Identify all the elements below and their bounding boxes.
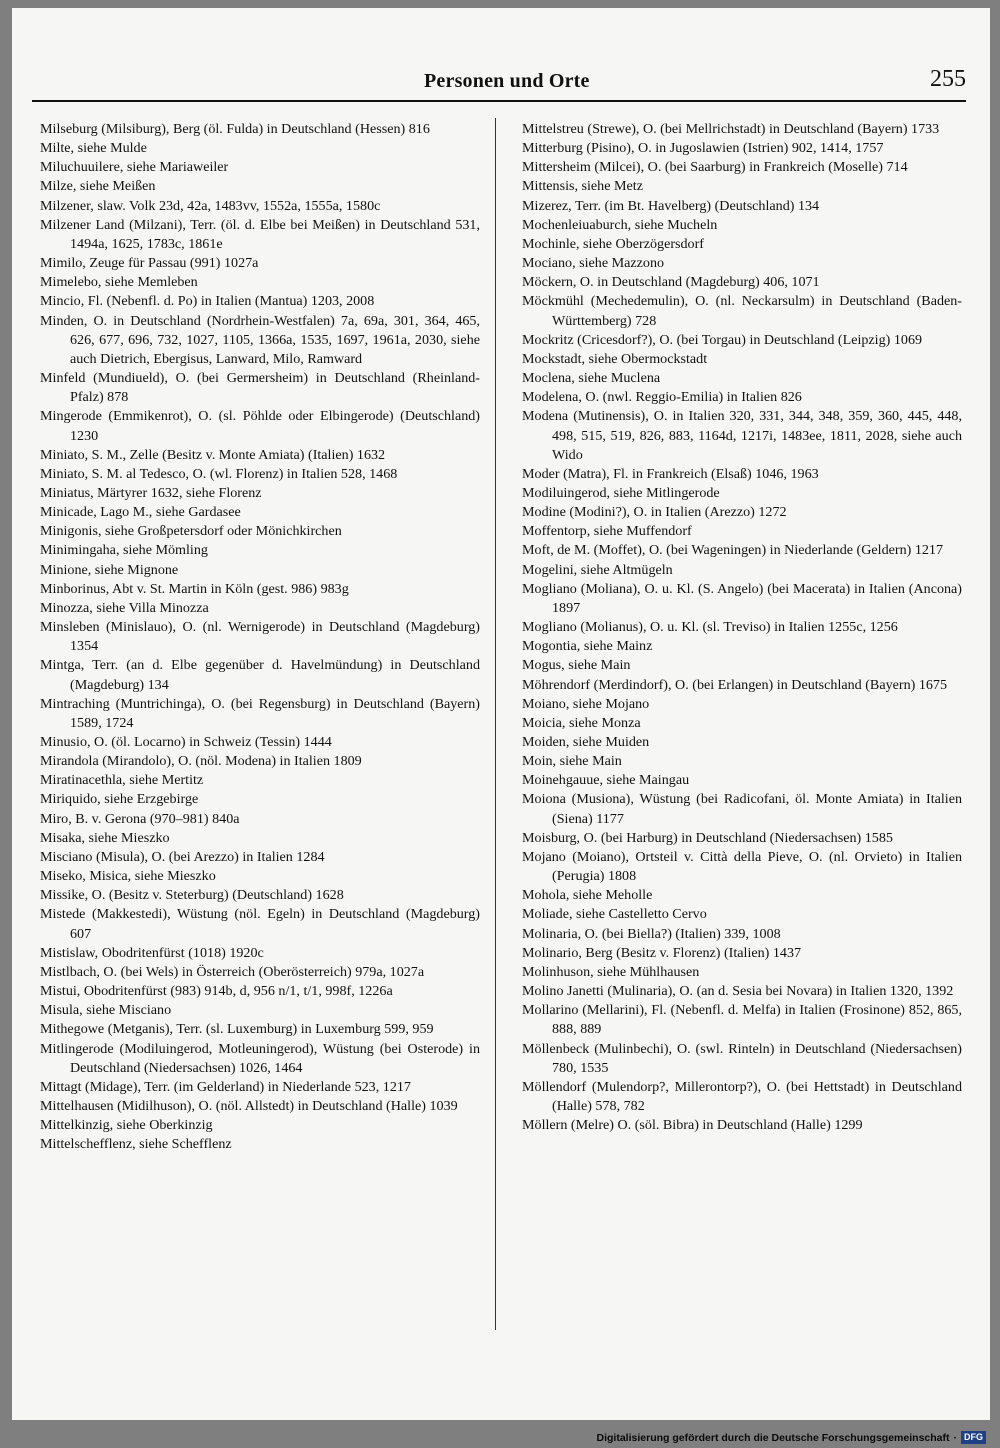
index-entry: Möllendorf (Mulendorp?, Millerontorp?), O. (bei Hettstadt) in Deutschland (Halle) 578, 782 xyxy=(522,1078,962,1114)
index-entry: Minden, O. in Deutschland (Nordrhein-Westfalen) 7a, 69a, 301, 364, 465, 626, 677, 696, 732, 1027, 1105, 1366a, 1535, 1697, 1961a, 2030, siehe auch Dietrich, Ebergisus, Lanward, Milo, Ramward xyxy=(40,312,480,367)
index-entry: Misula, siehe Misciano xyxy=(40,1002,172,1019)
dfg-logo-icon: DFG xyxy=(961,1431,986,1444)
index-entry: Mittagt (Midage), Terr. (im Gelderland) in Niederlande 523, 1217 xyxy=(40,1078,411,1095)
index-entry: Mojano (Moiano), Ortsteil v. Città della Pieve, O. (nl. Orvieto) in Italien (Perugia) 1808 xyxy=(522,848,962,885)
index-entry: Milzener Land (Milzani), Terr. (öl. d. Elbe bei Meißen) in Deutschland 531, 1494a, 1625, 1783c, 1861e xyxy=(40,216,480,252)
index-entry: Miniato, S. M. al Tedesco, O. (wl. Florenz) in Italien 528, 1468 xyxy=(40,465,398,482)
index-entry: Mitterburg (Pisino), O. in Jugoslawien (Istrien) 902, 1414, 1757 xyxy=(522,140,884,157)
index-entry: Mimilo, Zeuge für Passau (991) 1027a xyxy=(40,255,259,272)
index-entry: Minfeld (Mundiueld), O. (bei Germersheim) in Deutschland (Rheinland-Pfalz) 878 xyxy=(40,370,480,406)
index-entry: Moffentorp, siehe Muffendorf xyxy=(522,523,692,540)
index-entry: Mitlingerode (Modiluingerod, Motleuningerod), Wüstung (bei Osterode) in Deutschland (Niedersachsen) 1026, 1464 xyxy=(40,1040,480,1076)
index-entry: Mimelebo, siehe Memleben xyxy=(40,274,198,291)
index-entry: Mittelstreu (Strewe), O. (bei Mellrichstadt) in Deutschland (Bayern) 1733 xyxy=(522,121,940,137)
index-entry: Moicia, siehe Monza xyxy=(522,714,641,731)
index-entry: Moinehgauue, siehe Maingau xyxy=(522,772,690,789)
index-entry: Mithegowe (Metganis), Terr. (sl. Luxemburg) in Luxemburg 599, 959 xyxy=(40,1021,434,1038)
index-entry: Miratinacethla, siehe Mertitz xyxy=(40,772,204,789)
index-entry: Mittelschefflenz, siehe Schefflenz xyxy=(40,1136,232,1153)
index-entry: Minusio, O. (öl. Locarno) in Schweiz (Tessin) 1444 xyxy=(40,734,332,750)
index-entry: Möhrendorf (Merdindorf), O. (bei Erlangen) in Deutschland (Bayern) 1675 xyxy=(522,676,948,693)
footer-credit xyxy=(597,1431,986,1444)
index-entry: Minione, siehe Mignone xyxy=(40,561,179,578)
index-entry: Möckern, O. in Deutschland (Magdeburg) 406, 1071 xyxy=(522,274,820,291)
index-entry: Möckmühl (Mechedemulin), O. (nl. Neckarsulm) in Deutschland (Baden-Württemberg) 728 xyxy=(522,293,962,329)
index-entry: Moliade, siehe Castelletto Cervo xyxy=(522,906,707,923)
footer-separator: · xyxy=(953,1431,957,1444)
index-entry: Moin, siehe Main xyxy=(522,753,622,770)
index-entry: Mollarino (Mellarini), Fl. (Nebenfl. d. Melfa) in Italien (Frosinone) 852, 865, 888, 889 xyxy=(522,1002,962,1038)
page-header xyxy=(32,64,966,102)
index-entry: Mohola, siehe Meholle xyxy=(522,887,653,904)
index-entry: Mogontia, siehe Mainz xyxy=(522,638,653,655)
index-entry: Moiano, siehe Mojano xyxy=(522,695,650,712)
index-column-left xyxy=(40,120,480,1154)
index-entry: Moder (Matra), Fl. in Frankreich (Elsaß) 1046, 1963 xyxy=(522,465,819,482)
index-entry: Moiona (Musiona), Wüstung (bei Radicofani, öl. Monte Amiata) in Italien (Siena) 1177 xyxy=(522,791,962,827)
column-divider xyxy=(495,118,496,1330)
index-entry: Mintraching (Muntrichinga), O. (bei Regensburg) in Deutschland (Bayern) 1589, 1724 xyxy=(40,695,480,731)
index-entry: Mogelini, siehe Altmügeln xyxy=(522,561,673,578)
page-number: 255 xyxy=(930,66,966,92)
index-entry: Moisburg, O. (bei Harburg) in Deutschland (Niedersachsen) 1585 xyxy=(522,829,893,846)
index-entry: Mochenleiuaburch, siehe Mucheln xyxy=(522,216,718,233)
index-entry: Moiden, siehe Muiden xyxy=(522,734,650,750)
index-entry: Milseburg (Milsiburg), Berg (öl. Fulda) in Deutschland (Hessen) 816 xyxy=(40,121,430,137)
index-entry: Modine (Modini?), O. in Italien (Arezzo) 1272 xyxy=(522,504,787,521)
index-entry: Minozza, siehe Villa Minozza xyxy=(40,599,209,616)
index-entry: Mockstadt, siehe Obermockstadt xyxy=(522,350,708,367)
index-entry: Minimingaha, siehe Mömling xyxy=(40,542,208,559)
index-entry: Möllern (Melre) O. (söl. Bibra) in Deutschland (Halle) 1299 xyxy=(522,1117,863,1134)
index-entry: Milze, siehe Meißen xyxy=(40,178,156,195)
index-entry: Missike, O. (Besitz v. Steterburg) (Deutschland) 1628 xyxy=(40,887,344,904)
index-entry: Mittelhausen (Midilhuson), O. (nöl. Allstedt) in Deutschland (Halle) 1039 xyxy=(40,1097,458,1114)
index-entry: Misaka, siehe Mieszko xyxy=(40,829,170,846)
index-entry: Mockritz (Cricesdorf?), O. (bei Torgau) in Deutschland (Leipzig) 1069 xyxy=(522,331,923,348)
index-entry: Mogliano (Moliana), O. u. Kl. (S. Angelo) (bei Macerata) in Italien (Ancona) 1897 xyxy=(522,580,962,616)
index-entry: Mittelkinzig, siehe Oberkinzig xyxy=(40,1117,213,1134)
index-entry: Miseko, Misica, siehe Mieszko xyxy=(40,868,216,885)
index-entry: Milzener, slaw. Volk 23d, 42a, 1483vv, 1552a, 1555a, 1580c xyxy=(40,197,381,214)
index-entry: Mogliano (Molianus), O. u. Kl. (sl. Treviso) in Italien 1255c, 1256 xyxy=(522,619,898,636)
index-entry: Mochinle, siehe Oberzögersdorf xyxy=(522,235,704,252)
index-entry: Mittersheim (Milcei), O. (bei Saarburg) in Frankreich (Moselle) 714 xyxy=(522,159,908,176)
index-entry: Miniato, S. M., Zelle (Besitz v. Monte Amiata) (Italien) 1632 xyxy=(40,446,386,463)
index-entry: Mogus, siehe Main xyxy=(522,657,631,674)
index-entry: Mirandola (Mirandolo), O. (nöl. Modena) in Italien 1809 xyxy=(40,753,362,770)
index-entry: Mintga, Terr. (an d. Elbe gegenüber d. Havelmündung) in Deutschland (Magdeburg) 134 xyxy=(40,657,480,693)
index-entry: Molinario, Berg (Besitz v. Florenz) (Italien) 1437 xyxy=(522,944,802,961)
index-entry: Mistislaw, Obodritenfürst (1018) 1920c xyxy=(40,944,264,961)
index-entry: Modiluingerod, siehe Mitlingerode xyxy=(522,484,720,501)
document-page xyxy=(12,8,990,1420)
index-entry: Mistui, Obodritenfürst (983) 914b, d, 956 n/1, t/1, 998f, 1226a xyxy=(40,983,393,1000)
index-entry: Milte, siehe Mulde xyxy=(40,140,147,157)
index-entry: Molinaria, O. (bei Biella?) (Italien) 339, 1008 xyxy=(522,925,781,942)
index-entry: Miro, B. v. Gerona (970–981) 840a xyxy=(40,810,240,827)
index-entry: Mizerez, Terr. (im Bt. Havelberg) (Deutschland) 134 xyxy=(522,197,820,214)
index-entry: Mociano, siehe Mazzono xyxy=(522,255,665,272)
index-column-right xyxy=(522,120,962,1135)
index-entry: Moft, de M. (Moffet), O. (bei Wageningen) in Niederlande (Geldern) 1217 xyxy=(522,542,944,559)
index-entry: Mingerode (Emmikenrot), O. (sl. Pöhlde oder Elbingerode) (Deutschland) 1230 xyxy=(40,408,480,444)
index-entry: Modena (Mutinensis), O. in Italien 320, 331, 344, 348, 359, 360, 445, 448, 498, 515, 519, 826, 883, 1164d, 1217i, 1483ee, 1811, 2028, siehe auch Wido xyxy=(522,408,962,463)
index-entry: Misciano (Misula), O. (bei Arezzo) in Italien 1284 xyxy=(40,848,325,865)
index-entry: Molinhuson, siehe Mühlhausen xyxy=(522,963,700,980)
index-entry: Modelena, O. (nwl. Reggio-Emilia) in Italien 826 xyxy=(522,389,802,406)
index-entry: Minborinus, Abt v. St. Martin in Köln (gest. 986) 983g xyxy=(40,580,349,597)
index-entry: Mittensis, siehe Metz xyxy=(522,178,643,195)
footer-text: Digitalisierung gefördert durch die Deutsche Forschungsgemeinschaft xyxy=(596,1431,950,1444)
index-entry: Minigonis, siehe Großpetersdorf oder Mönichkirchen xyxy=(40,523,342,540)
index-entry: Miniatus, Märtyrer 1632, siehe Florenz xyxy=(40,484,262,501)
index-entry: Minicade, Lago M., siehe Gardasee xyxy=(40,504,241,521)
index-entry: Moclena, siehe Muclena xyxy=(522,370,661,387)
index-entry: Möllenbeck (Mulinbechi), O. (swl. Rinteln) in Deutschland (Niedersachsen) 780, 1535 xyxy=(522,1040,962,1076)
index-entry: Molino Janetti (Mulinaria), O. (an d. Sesia bei Novara) in Italien 1320, 1392 xyxy=(522,983,954,1000)
index-entry: Mincio, Fl. (Nebenfl. d. Po) in Italien (Mantua) 1203, 2008 xyxy=(40,293,375,310)
index-entry: Mistede (Makkestedi), Wüstung (nöl. Egeln) in Deutschland (Magdeburg) 607 xyxy=(40,906,480,942)
index-entry: Miluchuuilere, siehe Mariaweiler xyxy=(40,159,229,176)
index-entry: Mistlbach, O. (bei Wels) in Österreich (Oberösterreich) 979a, 1027a xyxy=(40,963,425,980)
index-entry: Minsleben (Minislauo), O. (nl. Wernigerode) in Deutschland (Magdeburg) 1354 xyxy=(40,619,480,655)
index-entry: Miriquido, siehe Erzgebirge xyxy=(40,791,199,808)
page-title: Personen und Orte xyxy=(424,70,590,92)
